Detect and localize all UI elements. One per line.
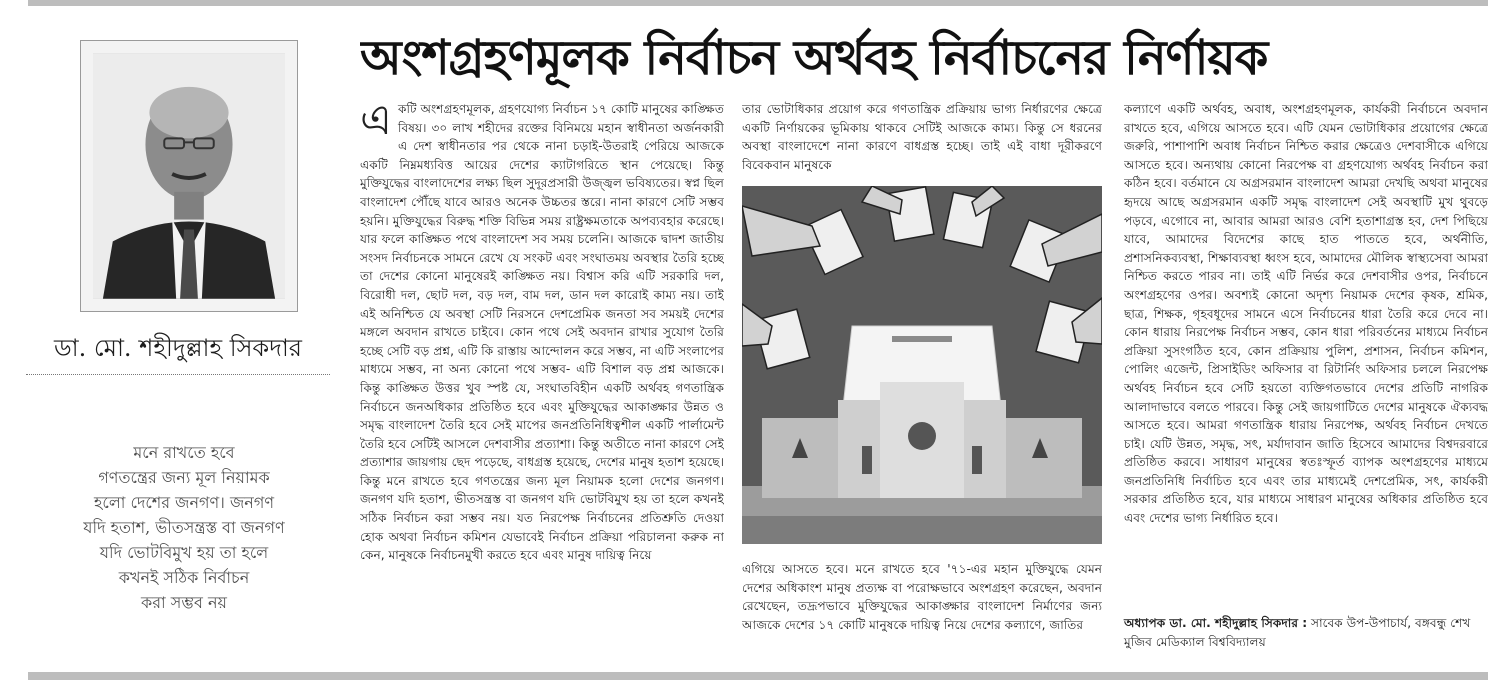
- author-photo: [93, 53, 285, 299]
- author-portrait-icon: [93, 53, 285, 299]
- article-column-1: [360, 100, 724, 660]
- byline-role: সাবেক উপ-উপাচার্য, বঙ্গবন্ধু শেখ মুজিব মেডিক্যাল বিশ্ববিদ্যালয়: [1124, 616, 1471, 649]
- byline-name: অধ্যাপক ডা. মো. শহীদুল্লাহ সিকদার :: [1124, 616, 1308, 630]
- author-photo-frame: [80, 40, 298, 312]
- ballot-box-hands-parliament-icon: [742, 186, 1102, 544]
- pull-quote-line: যদি হতাশ, ভীতসন্ত্রস্ত বা জনগণ: [83, 518, 285, 537]
- article-column-3: কল্যাণে একটি অর্থবহ, অবাধ, অংশগ্রহণমূলক, কার্যকরী নির্বাচনে অবদান রাখতে হবে, এগিয়ে আসতে হবে। এটি যেমন ভোটাধিকার প্রয়োগের ক্ষেত্রে জরুরি, পাশাপাশি অবাধ নির্বাচন নিশ্চিত করার ক্ষেত্রেও দেশবাসীকে এগিয়ে আসতে হবে। অন্যথায় কোনো নিরপেক্ষ বা গ্রহণযোগ্য অর্থবহ নির্বাচন করা কঠিন হবে। বর্তমানে যে অগ্রসরমান বাংলাদেশ আমরা দেখছি অথবা মানুষের হৃদয়ে আছে অগ্রসরমান একটি সমৃদ্ধ বাংলাদেশ সেই অবস্থাটি মুখ থুবড়ে পড়বে, এগোবে না, আবার আমরা আরও বেশি হতাশাগ্রস্ত হব, দেশ পিছিয়ে যাবে, আমাদের বিদেশের কাছে হাত পাততে হবে, অর্থনীতি, প্রশাসনিকব্যবস্থা, শিক্ষাব্যবস্থা ধ্বংস হবে, আমাদের মৌলিক স্বাস্থ্যসেবা আমরা নিশ্চিত করতে পারব না। তাই এটি নির্ভর করে দেশবাসীর ওপর, নির্বাচনে অংশগ্রহণের ওপর। অবশ্যই কোনো অদৃশ্য নিয়ামক দেশের কৃষক, শ্রমিক, ছাত্র, শিক্ষক, গৃহবধূদের সামনে এসে নির্বাচনের ধারা তৈরি করে দেবে না। কোন ধারায় নিরপেক্ষ নির্বাচন সম্ভব, কোন ধারা পরিবর্তনের মাধ্যমে নির্বাচন প্রক্রিয়া সুসংগঠিত হবে, কোন প্রক্রিয়ায় পুলিশ, প্রশাসন, নির্বাচন কমিশন, পোলিং এজেন্ট, প্রিসাইডিং অফিসার বা রিটার্নিং অফিসার চললে নিরপেক্ষ অর্থবহ নির্বাচন হবে সেটি হয়তো ব্যক্তিগতভাবে দেশের প্রতিটি নাগরিক আলাদাভাবে বলতে পারবে। কিন্তু সেই জায়গাটিতে দেশের মানুষকে ঐক্যবদ্ধ আসতে হবে। আমরা গণতান্ত্রিক ধারায় নিরপেক্ষ, অর্থবহ নির্বাচন দেখতে চাই। যেটি উন্নত, সমৃদ্ধ, সৎ, মর্যাদাবান জাতি হিসেবে আমাদের বিশ্বদরবারে প্রতিষ্ঠিত করবে। সাধারণ মানুষের স্বতঃস্ফূর্ত ব্যাপক অংশগ্রহণের মাধ্যমে জনপ্রতিনিধি নির্বাচিত হবে এবং তার মাধ্যমেই দেশপ্রেমিক, সৎ, কার্যকরী সরকার প্রতিষ্ঠিত হবে, যার মাধ্যমে সাধারণ মানুষের অধিকার প্রতিষ্ঠিত হবে এবং দেশের ভাগ্য নির্ধারিত হবে।: [1124, 102, 1488, 526]
- article-text: কটি অংশগ্রহণমূলক, গ্রহণযোগ্য নির্বাচন ১৭ কোটি মানুষের কাঙ্ক্ষিত বিষয়। ৩০ লাখ শহীদের রক্তের বিনিময়ে মহান স্বাধীনতা অর্জনকারী এ দেশ স্বাধীনতার পর থেকে নানা চড়াই-উতরাই পেরিয়ে আজকে একটি নিম্নমধ্যবিত্ত আয়ের দেশের ক্যাটাগরিতে স্থান পেয়েছে। কিন্তু মুক্তিযুদ্ধের বাংলাদেশের লক্ষ্য ছিল সুদূরপ্রসারী উজ্জ্বল ভবিষ্যতের। স্বপ্ন ছিল বাংলাদেশ পৌঁছে যাবে আরও অনেক উচ্চতর স্তরে। নানা কারণে সেটি সম্ভব হয়নি। মুক্তিযুদ্ধের বিরুদ্ধ শক্তি বিভিন্ন সময় রাষ্ট্রক্ষমতাকে অপব্যবহার করেছে। যার ফলে কাঙ্ক্ষিত পথে বাংলাদেশ সব সময় চলেনি। আজকে দ্বাদশ জাতীয় সংসদ নির্বাচনকে সামনে রেখে যে সংকট এবং সংঘাতময় অবস্থার তৈরি হচ্ছে তা দেশের কোনো মানুষেরই কাঙ্ক্ষিত নয়। বিশ্বাস করি এটি সরকারি দল, বিরোধী দল, ছোট দল, বড় দল, বাম দল, ডান দল কারোই কাম্য নয়। তাই এই অনিশ্চিত যে অবস্থা সেটি নিরসনে দেশপ্রেমিক জনতা সব সময়ই দেশের মঙ্গলে অবদান রাখতে চাইবে। কোন পথে সেই অবদান রাখার সুযোগ তৈরি হচ্ছে সেটি বড় প্রশ্ন, এটি কি রাস্তায় আন্দোলন করে সম্ভব, না এটি সংলাপের মাধ্যমে সম্ভব, না অন্য কোনো পথে সম্ভব- এটি বিশাল বড় প্রশ্ন আজকে। কিন্তু কাঙ্ক্ষিত উত্তর খুব স্পষ্ট যে, সংঘাতবিহীন একটি অর্থবহ গণতান্ত্রিক নির্বাচনে জনঅধিকার প্রতিষ্ঠিত হবে এবং মুক্তিযুদ্ধের আকাঙ্ক্ষার উন্নত ও সমৃদ্ধ বাংলাদেশ তৈরি হবে সেই মাপের জনপ্রতিনিধিত্বশীল একটি পার্লামেন্ট তৈরি হবে সেটিই আসলে দেশবাসীর প্রত্যাশা। কিন্তু অতীতে নানা কারণে সেই প্রত্যাশার জায়গায় ছেদ পড়েছে, বাধগ্রস্ত হয়েছে, দেশের মানুষ হতাশ হয়েছে। কিন্তু মনে রাখতে হবে গণতন্ত্রের জন্য মূল নিয়ামক হলো দেশের জনগণ। জনগণ যদি হতাশ, ভীতসন্ত্রস্ত বা জনগণ যদি ভোটবিমুখ হয় তা হলে কখনই সঠিক নির্বাচন করা সম্ভব নয়। যত নিরপেক্ষ নির্বাচনের প্রতিশ্রুতি দেওয়া হোক অথবা নির্বাচন কমিশন যেভাবেই নির্বাচন প্রক্রিয়া পরিচালনা করুক না কেন, মানুষকে নির্বাচনমুখী করতে হবে এবং মানুষ দায়িত্ব নিয়ে: [360, 102, 724, 563]
- pull-quote-line: কখনই সঠিক নির্বাচন: [118, 568, 250, 587]
- article-column-2-top: তার ভোটাধিকার প্রয়োগ করে গণতান্ত্রিক প্রক্রিয়ায় ভাগ্য নির্ধারণের ক্ষেত্রে একটি নির্ণায়কের ভূমিকায় থাকবে সেটিই আজকে কাম্য। কিন্তু সে ধরনের অবস্থা বাংলাদেশে নানা কারণে বাধগ্রস্ত হচ্ছে। তাই এই বাধা দূরীকরণে বিবেকবান মানুষকে: [742, 102, 1102, 172]
- pull-quote: [58, 440, 310, 615]
- top-rule: [28, 0, 1488, 6]
- pull-quote-line: যদি ভোটবিমুখ হয় তা হলে: [99, 543, 269, 562]
- pull-quote-line: গণতন্ত্রের জন্য মূল নিয়ামক: [98, 468, 270, 487]
- pull-quote-line: মনে রাখতে হবে: [133, 443, 235, 462]
- article-column-2-bottom: এগিয়ে আসতে হবে। মনে রাখতে হবে '৭১-এর মহান মুক্তিযুদ্ধে যেমন দেশের অধিকাংশ মানুষ প্রত্যক্ষ বা পরোক্ষভাবে অংশগ্রহণ করেছেন, অবদান রেখেছেন, তদ্রূপভাবে মুক্তিযুদ্ধের আকাঙ্ক্ষার বাংলাদেশ নির্মাণের জন্য আজকে দেশের ১৭ কোটি মানুষকে দায়িত্ব নিয়ে দেশের কল্যাণে, জাতির: [742, 562, 1102, 632]
- author-name: ডা. মো. শহীদুল্লাহ সিকদার: [54, 334, 302, 362]
- author-byline: [1124, 614, 1488, 652]
- pull-quote-line: হলো দেশের জনগণ। জনগণ: [93, 493, 275, 512]
- divider: [26, 374, 330, 375]
- headline: অংশগ্রহণমূলক নির্বাচন অর্থবহ নির্বাচনের নির্ণায়ক: [360, 30, 1268, 86]
- dropcap: এ: [360, 100, 392, 144]
- article-illustration: [742, 186, 1102, 544]
- bottom-rule: [28, 672, 1488, 680]
- pull-quote-line: করা সম্ভব নয়: [141, 593, 227, 612]
